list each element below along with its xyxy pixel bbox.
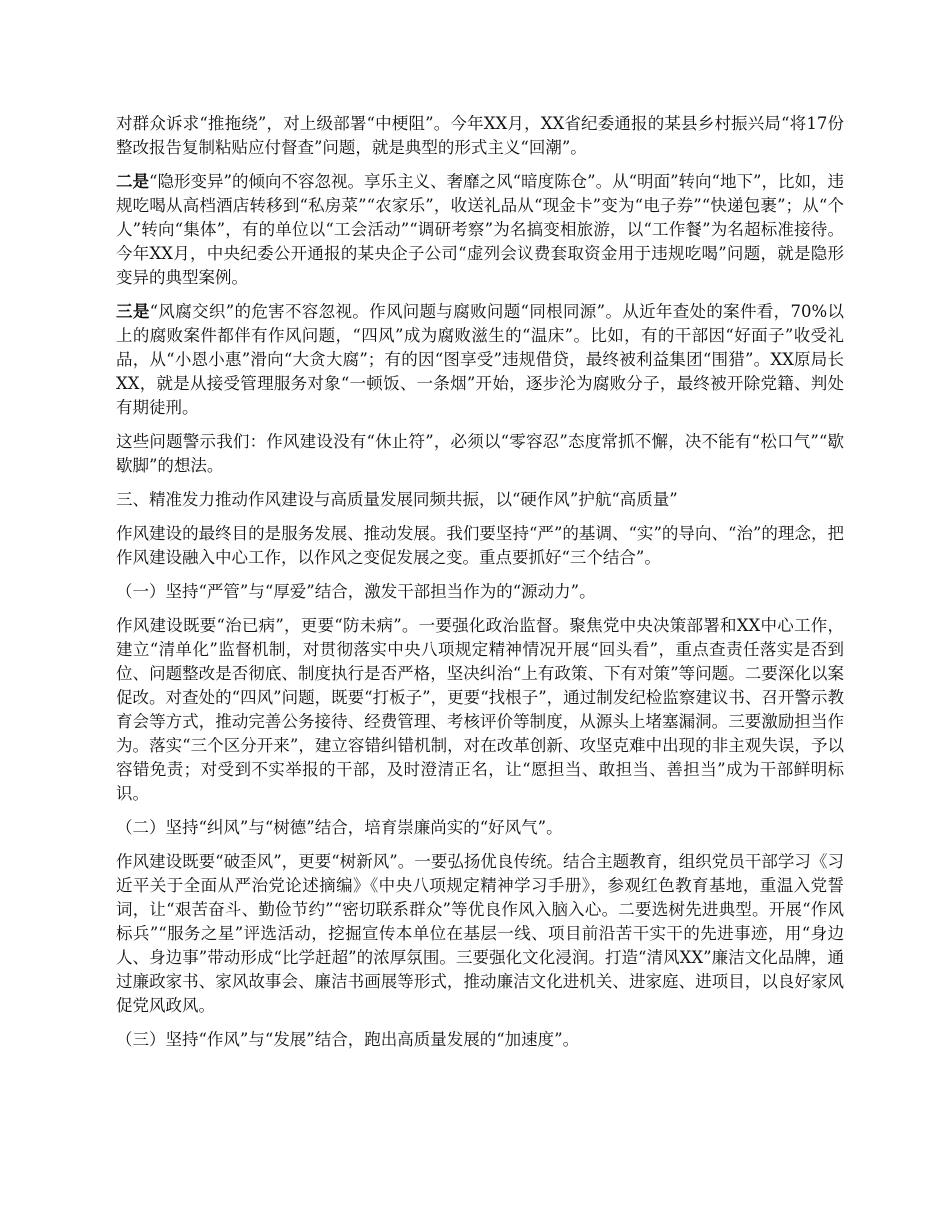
subheading-three [116, 1028, 844, 1052]
paragraph-text: 作风建设的最终目的是服务发展、推动发展。我们要坚持“严”的基调、“实”的导向、“治”的理念，把作风建设融入中心工作，以作风之变促发展之变。重点要抓好“三个结合”。 [116, 524, 844, 567]
subheading-two [116, 816, 844, 840]
paragraph-formalism-example [116, 112, 844, 160]
document-page [116, 112, 844, 1062]
paragraph-text: 作风建设既要“治已病”，更要“防未病”。一要强化政治监督。聚焦党中央决策部署和XX中心工作，建立“清单化”监督机制，对贯彻落实中央八项规定精神情况开展“回头看”，重点查责任落实是否到位、问题整改是否彻底、制度执行是否严格，坚决纠治“上有政策、下有对策”等问题。二要深化以案促改。对查处的“四风”问题，既要“打板子”，更要“找根子”，通过制发纪检监察建议书、召开警示教育会等方式，推动完善公务接待、经费管理、考核评价等制度，从源头上堵塞漏洞。三要激励担当作为。落实“三个区分开来”，建立容错纠错机制，对在改革创新、攻坚克难中出现的非主观失误，予以容错免责；对受到不实举报的干部，及时澄清正名，让“愿担当、敢担当、善担当”成为干部鲜明标识。 [116, 616, 844, 803]
subheading-text: （二）坚持“纠风”与“树德”结合，培育崇廉尚实的“好风气”。 [116, 818, 563, 837]
paragraph-warning [116, 430, 844, 478]
paragraph-text: “风腐交织”的危害不容忽视。作风问题与腐败问题“同根同源”。从近年查处的案件看，70%以上的腐败案件都伴有作风问题，“四风”成为腐败滋生的“温床”。比如，有的干部因“好面子”收受礼品，从“小恩小惠”滑向“大贪大腐”；有的因“图享受”违规借贷，最终被利益集团“围猎”。XX原局长XX，就是从接受管理服务对象“一顿饭、一条烟”开始，逐步沦为腐败分子，最终被开除党籍、判处有期徒刑。 [116, 302, 844, 417]
paragraph-text: 对群众诉求“推拖绕”，对上级部署“中梗阻”。今年XX月，XX省纪委通报的某县乡村振兴局“将17份整改报告复制粘贴应付督查”问题，就是典型的形式主义“回潮”。 [116, 114, 844, 157]
paragraph-text: “隐形变异”的倾向不容忽视。享乐主义、奢靡之风“暗度陈仓”。从“明面”转向“地下”，比如，违规吃喝从高档酒店转移到“私房菜”“农家乐”，收送礼品从“现金卡”变为“电子券”“快递包裹”；从“个人”转向“集体”，有的单位以“工会活动”“调研考察”为名搞变相旅游，以“工作餐”为名超标准接待。今年XX月，中央纪委公开通报的某央企子公司“虚列会议费套取资金用于违规吃喝”问题，就是隐形变异的典型案例。 [116, 172, 845, 287]
subheading-text: （三）坚持“作风”与“发展”结合，跑出高质量发展的“加速度”。 [116, 1030, 580, 1049]
paragraph-hidden-variation [116, 170, 844, 290]
paragraph-new-style [116, 850, 844, 1018]
paragraph-lead: 三是 [116, 302, 150, 321]
section-heading-three [116, 488, 844, 512]
subheading-text: （一）坚持“严管”与“厚爱”结合，激发干部担当作为的“源动力”。 [116, 582, 596, 601]
paragraph-strict-care [116, 614, 844, 806]
paragraph-text: 作风建设既要“破歪风”，更要“树新风”。一要弘扬优良传统。结合主题教育，组织党员干部学习《习近平关于全面从严治党论述摘编》《中央八项规定精神学习手册》，参观红色教育基地，重温入党誓词，让“艰苦奋斗、勤俭节约”“密切联系群众”等优良作风入脑入心。二要选树先进典型。开展“作风标兵”“服务之星”评选活动，挖掘宣传本单位在基层一线、项目前沿苦干实干的先进事迹，用“身边人、身边事”带动形成“比学赶超”的浓厚氛围。三要强化文化浸润。打造“清风XX”廉洁文化品牌，通过廉政家书、家风故事会、廉洁书画展等形式，推动廉洁文化进机关、进家庭、进项目，以良好家风促党风政风。 [116, 852, 844, 1015]
paragraph-lead: 二是 [116, 172, 150, 191]
subheading-one [116, 580, 844, 604]
paragraph-section-intro [116, 522, 844, 570]
paragraph-text: 这些问题警示我们：作风建设没有“休止符”，必须以“零容忍”态度常抓不懈，决不能有“松口气”“歇歇脚”的想法。 [116, 432, 844, 475]
section-heading-text: 三、精准发力推动作风建设与高质量发展同频共振，以“硬作风”护航“高质量” [116, 490, 678, 509]
paragraph-corruption-link [116, 300, 844, 420]
